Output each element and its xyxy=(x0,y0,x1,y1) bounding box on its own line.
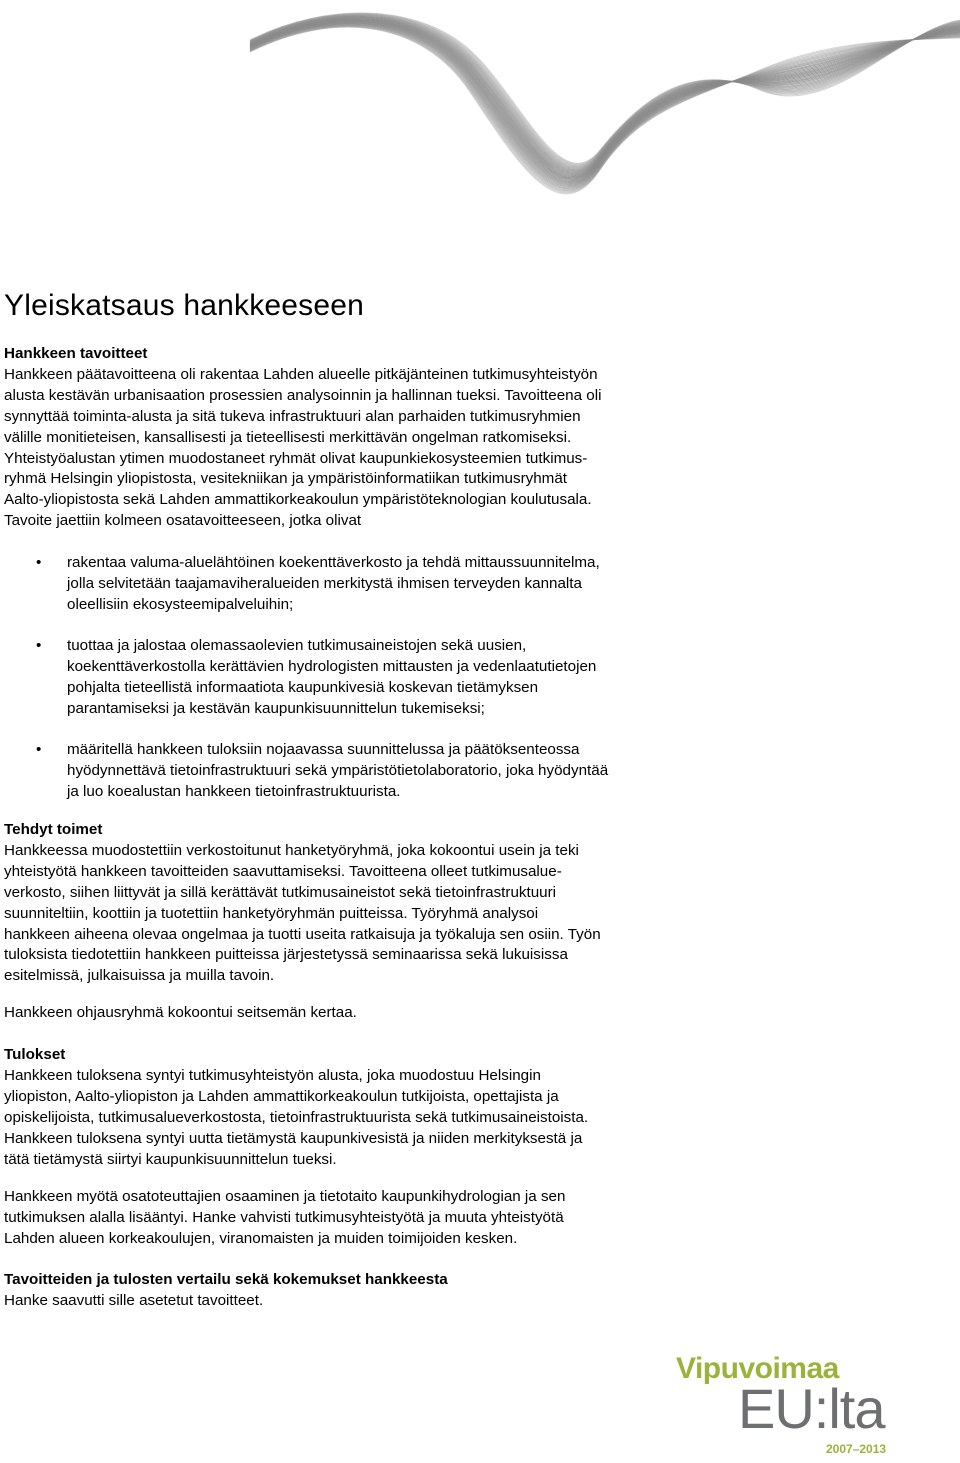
results-section xyxy=(4,1045,724,1170)
goals-line: Hankkeen päätavoitteena oli rakentaa Lahden alueelle pitkäjänteinen tutkimusyhteistyön xyxy=(4,365,598,383)
ribbon-strand xyxy=(250,14,960,166)
actions-heading: Tehdyt toimet xyxy=(4,821,103,838)
goals-line: välille monitieteisen, kansallisesti ja tieteellisesti merkittävän ongelman ratkomiseksi. xyxy=(4,428,572,446)
goals-section xyxy=(4,344,724,532)
bullet-item xyxy=(4,636,596,720)
results-section-2 xyxy=(4,1187,724,1250)
bullet-item xyxy=(4,553,600,616)
goals-line: Aalto-yliopistosta sekä Lahden ammattikorkeakoulun ympäristöteknologian koulutusala. xyxy=(4,491,592,509)
goals-heading: Hankkeen tavoitteet xyxy=(4,345,148,362)
goals-line: alusta kestävän urbanisaation prosessien analysoinnin ja hallinnan tueksi. Tavoitteena oli xyxy=(4,386,602,404)
results-line: yliopiston, Aalto-yliopiston ja Lahden ammattikorkeakoulun tutkijoista, opettajista ja xyxy=(4,1087,559,1105)
logo-years: 2007–2013 xyxy=(826,1442,887,1456)
bullet-line: koekenttäverkostolla kerättävien hydrologisten mittausten ja vedenlaatutietojen xyxy=(67,657,597,675)
logo-line-2: EU:lta xyxy=(738,1377,885,1440)
bullet-line: jolla selvitetään taajamaviheralueiden merkitystä ihmisen terveyden kannalta xyxy=(67,574,582,592)
decorative-ribbon xyxy=(0,0,960,270)
comparison-section xyxy=(4,1270,724,1312)
actions-line: Hankkeessa muodostettiin verkostoitunut hanketyöryhmä, joka kokoontui usein ja teki xyxy=(4,841,579,859)
ribbon-strand xyxy=(250,13,960,164)
bullet-item xyxy=(4,740,608,803)
bullet-line: pohjalta tieteellistä informaatiota kaupunkivesiä koskevan tietämyksen xyxy=(67,678,539,696)
ribbon-strand xyxy=(250,18,960,174)
ribbon-strand xyxy=(250,13,960,163)
bullet-icon: • xyxy=(36,637,42,654)
goals-line: Yhteistyöalustan ytimen muodostaneet ryhmät olivat kaupunkiekosysteemien tutkimus- xyxy=(4,449,588,467)
page-title: Yleiskatsaus hankkeeseen xyxy=(4,289,365,322)
ribbon-strand xyxy=(250,25,960,189)
bullet-line: ja luo koealustan hankkeen tietoinfrastruktuurista. xyxy=(67,782,401,800)
results-line: tutkimuksen alalla lisääntyi. Hanke vahvisti tutkimusyhteistyötä ja muuta yhteistyötä xyxy=(4,1208,564,1226)
goals-line: ryhmä Helsingin yliopistosta, vesitekniikan ja ympäristöinformatiikan tutkimusryhmät xyxy=(4,470,567,488)
goals-line: Tavoite jaettiin kolmeen osatavoitteeseen, jotka olivat xyxy=(4,512,362,530)
comparison-heading: Tavoitteiden ja tulosten vertailu sekä kokemukset hankkeesta xyxy=(4,1271,448,1288)
comparison-text: Hanke saavutti sille asetetut tavoitteet. xyxy=(4,1291,264,1309)
actions-line: yhteistyötä hankkeen tavoitteiden saavuttamiseksi. Tavoitteena olleet tutkimusalue- xyxy=(4,862,562,880)
bullet-line: hyödynnettävä tietoinfrastruktuuri sekä ympäristötietolaboratorio, joka hyödyntää xyxy=(67,761,609,779)
results-line: opiskelijoista, tutkimusalueverkostosta, tietoinfrastruktuurista sekä tutkimusaineistoista. xyxy=(4,1108,589,1126)
bullet-line: rakentaa valuma-aluelähtöinen koekenttäverkosto ja tehdä mittaussuunnitelma, xyxy=(67,554,600,571)
steering-group-note xyxy=(4,1003,724,1024)
actions-line: esitelmissä, julkaisuissa ja muilla tavoin. xyxy=(4,967,275,985)
steering-group-text: Hankkeen ohjausryhmä kokoontui seitsemän kertaa. xyxy=(4,1004,357,1021)
results-line: Hankkeen myötä osatoteuttajien osaaminen ja tietotaito kaupunkihydrologian ja sen xyxy=(4,1188,566,1205)
goals-line: synnyttää toiminta-alusta ja sitä tukeva infrastruktuuri alan parhaiden tutkimusryhmien xyxy=(4,407,581,425)
bullet-line: oleellisiin ekosysteemipalveluihin; xyxy=(67,595,294,613)
bullet-line: tuottaa ja jalostaa olemassaolevien tutkimusaineistojen sekä uusien, xyxy=(67,637,527,654)
actions-line: verkosto, siihen liittyvät ja sillä kerättävät tutkimusaineistot sekä tietoinfrastruktuuri xyxy=(4,883,557,901)
ribbon-strand xyxy=(250,18,960,173)
actions-line: suunniteltiin, koottiin ja tuotettiin hanketyöryhmän puitteissa. Työryhmä analysoi xyxy=(4,904,539,922)
actions-line: tuloksista tiedotettiin hankkeen puitteissa järjestetyssä seminaarissa sekä lukuisissa xyxy=(4,946,568,964)
bullet-line: parantamiseksi ja kestävän kaupunkisuunnittelun tukemiseksi; xyxy=(67,699,485,717)
results-line: tätä tietämystä siirtyi kaupunkisuunnittelun tueksi. xyxy=(4,1150,337,1168)
ribbon-strand xyxy=(250,14,960,165)
bullet-icon: • xyxy=(36,741,42,758)
actions-section xyxy=(4,820,724,987)
results-line: Hankkeen tuloksena syntyi tutkimusyhteistyön alusta, joka muodostuu Helsingin xyxy=(4,1066,541,1084)
results-line: Hankkeen tuloksena syntyi uutta tietämystä kaupunkivesistä ja niiden merkityksestä ja xyxy=(4,1129,583,1147)
logo-line-1: Vipuvoimaa xyxy=(676,1352,839,1385)
actions-line: hankkeen aiheena olevaa ongelmaa ja tuotti useita ratkaisuja ja työkaluja sen osiin. Työn xyxy=(4,925,601,943)
results-line: Lahden alueen korkeakoulujen, viranomaisten ja muiden toimijoiden kesken. xyxy=(4,1229,518,1247)
results-heading: Tulokset xyxy=(4,1046,66,1063)
bullet-icon: • xyxy=(36,554,42,571)
vipuvoimaa-eu-logo xyxy=(676,1352,926,1460)
bullet-line: määritellä hankkeen tuloksiin nojaavassa suunnittelussa ja päätöksenteossa xyxy=(67,741,580,758)
